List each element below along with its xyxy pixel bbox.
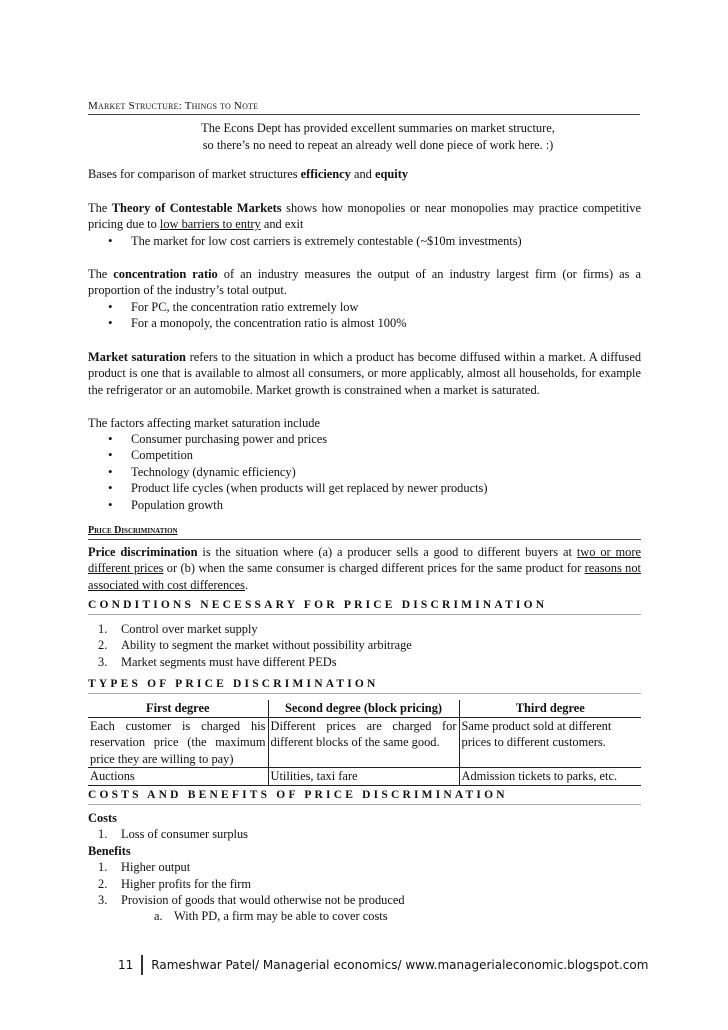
page-footer	[118, 955, 648, 975]
list-item: 3. Provision of goods that would otherwise not be produced	[98, 893, 405, 908]
table-row	[88, 717, 641, 768]
intro-note-line: so there’s no need to repeat an already well done piece of work here. :)	[202, 137, 554, 152]
contestable-term: Theory of Contestable Markets	[111, 201, 282, 215]
price-discrimination-heading: Price Discrimination	[88, 524, 641, 540]
list-item: • Competition	[105, 447, 641, 463]
list-item: • Technology (dynamic efficiency)	[105, 464, 641, 480]
list-item: 1. Higher output	[98, 860, 191, 875]
list-item: • For PC, the concentration ratio extremely low	[105, 299, 641, 315]
table-header-row	[88, 700, 641, 717]
saturation-factors-intro: The factors affecting market saturation include	[88, 416, 320, 430]
table-row	[88, 768, 641, 786]
contestable-bullets	[88, 233, 641, 249]
saturation-term: Market saturation	[88, 350, 186, 364]
list-item: • Consumer purchasing power and prices	[105, 431, 641, 447]
list-item: 1. Loss of consumer surplus	[98, 827, 248, 842]
table-cell: Utilities, taxi fare	[268, 768, 459, 786]
costs-benefits-list	[88, 810, 641, 925]
underline-reasons: reasons not associated with cost differences	[88, 561, 641, 592]
footer-text: Rameshwar Patel/ Managerial economics/ www.managerialeconomic.blogspot.com	[151, 958, 649, 972]
equity-term: equity	[374, 167, 409, 181]
costs-label: Costs	[88, 811, 117, 825]
concentration-paragraph: The concentration ratio of an industry measures the output of an industry largest firm (or firms) as a proportion of the industry’s total output.	[88, 267, 641, 298]
column-header: Second degree (block pricing)	[268, 700, 459, 717]
barriers-underline: low barriers to entry	[159, 217, 261, 232]
types-heading: TYPES OF PRICE DISCRIMINATION	[88, 677, 641, 694]
benefits-label: Benefits	[88, 843, 131, 858]
conditions-heading: CONDITIONS NECESSARY FOR PRICE DISCRIMINATION	[88, 598, 641, 615]
list-item: 2. Higher profits for the firm	[98, 876, 252, 891]
table-cell: Same product sold at different prices to different customers.	[459, 717, 641, 768]
footer-divider	[141, 955, 143, 975]
conditions-list	[88, 621, 641, 670]
price-discrimination-paragraph: Price discrimination is the situation where (a) a producer sells a good to different buyers at two or more different prices or (b) when the same consumer is charged different prices for the same product for reasons not associated with cost differences.	[88, 545, 642, 592]
list-item: • The market for low cost carriers is extremely contestable (~$10m investments)	[105, 233, 641, 249]
price-discrimination-table	[88, 700, 641, 786]
list-item: • Product life cycles (when products will get replaced by newer products)	[105, 480, 641, 496]
table-cell: Each customer is charged his reservation price (the maximum price they are willing to pay)	[88, 717, 268, 768]
list-item: 1. Control over market supply	[98, 622, 258, 636]
saturation-paragraph: Market saturation refers to the situation in which a product has become diffused within a market. A diffused product is one that is available to almost all consumers, or more applicably, almost all households, for example the refrigerator or an automobile. Market growth is constrained when a market is saturated.	[88, 350, 642, 397]
concentration-bullets	[88, 299, 641, 332]
list-item: • For a monopoly, the concentration ratio is almost 100%	[105, 315, 641, 331]
intro-note	[88, 120, 640, 153]
underline-two-or-more: two or more different prices	[88, 545, 642, 576]
running-header: Market Structure: Things to Note	[88, 99, 640, 115]
costs-benefits-heading: COSTS AND BENEFITS OF PRICE DISCRIMINATION	[88, 788, 641, 805]
list-item: 3. Market segments must have different PEDs	[98, 654, 337, 669]
table-cell: Different prices are charged for different blocks of the same good.	[268, 717, 459, 768]
table-cell: Auctions	[88, 768, 268, 786]
page-number: 11	[118, 958, 134, 972]
sub-list-item: a. With PD, a firm may be able to cover costs	[154, 909, 388, 924]
efficiency-term: efficiency	[300, 167, 351, 181]
list-item: • Population growth	[105, 497, 641, 513]
concentration-term: concentration ratio	[113, 267, 218, 281]
saturation-bullets	[88, 431, 641, 513]
column-header: First degree	[88, 700, 268, 717]
table-cell: Admission tickets to parks, etc.	[459, 768, 641, 786]
column-header: Third degree	[459, 700, 641, 717]
intro-note-line: The Econs Dept has provided excellent summaries on market structure,	[201, 121, 555, 135]
price-discrimination-term: Price discrimination	[88, 545, 198, 559]
contestable-paragraph: The Theory of Contestable Markets shows how monopolies or near monopolies may practice competitive pricing due to low barriers to entry and exit	[88, 201, 641, 232]
bases-paragraph: Bases for comparison of market structures efficiency and equity	[88, 167, 409, 181]
list-item: 2. Ability to segment the market without possibility arbitrage	[98, 638, 412, 653]
